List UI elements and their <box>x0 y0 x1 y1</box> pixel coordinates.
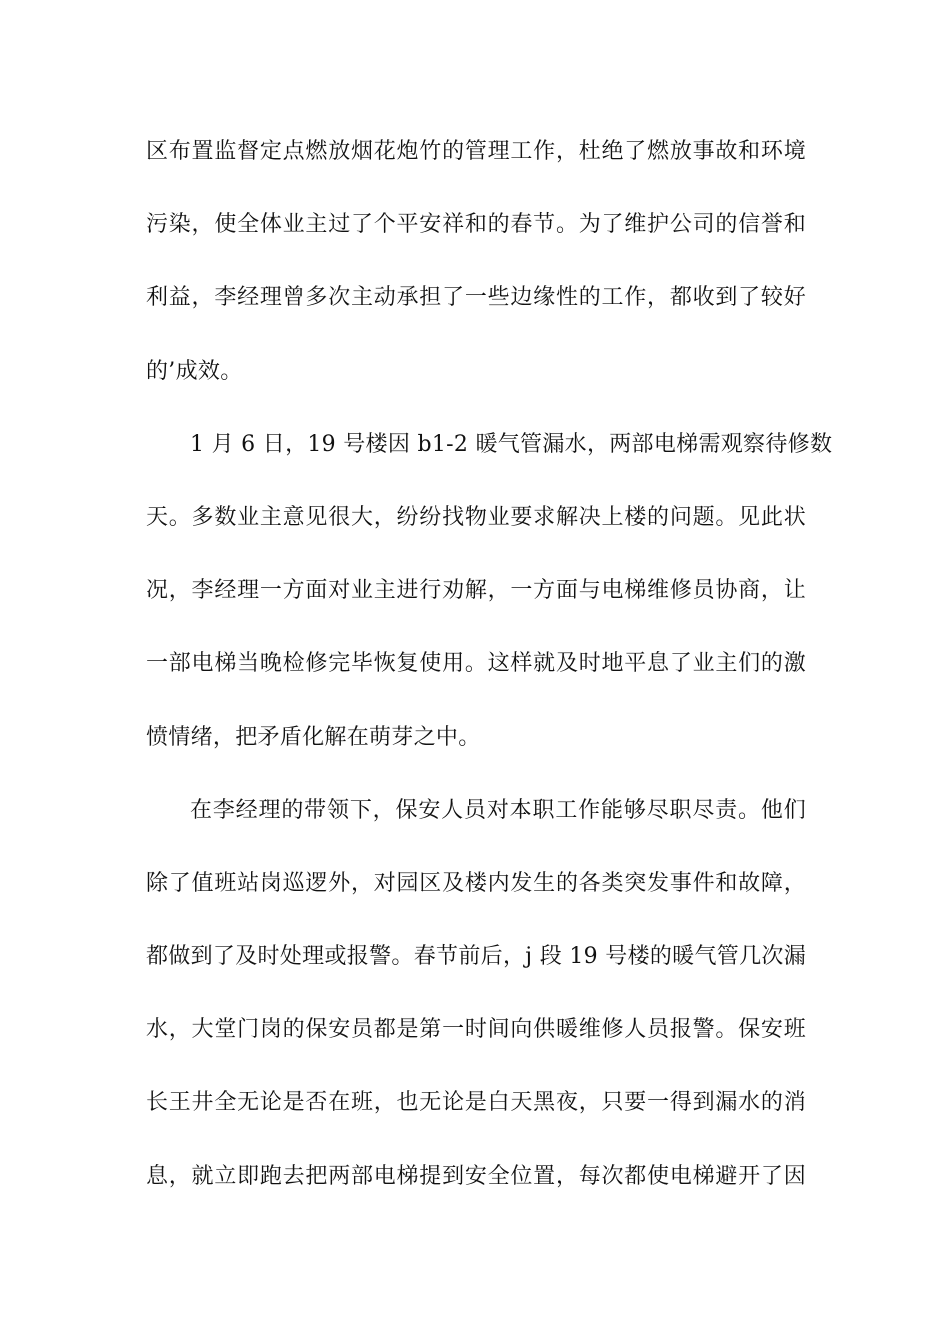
text-line: 1 月 6 日，19 号楼因 b1-2 暖气管漏水，两部电梯需观察待修数 <box>190 431 833 457</box>
text-line: 的’成效。 <box>146 358 243 384</box>
text-line: 在李经理的带领下，保安人员对本职工作能够尽职尽责。他们 <box>190 797 806 823</box>
text-line: 利益，李经理曾多次主动承担了一些边缘性的工作，都收到了较好 <box>146 285 806 311</box>
text-line: 愤情绪，把矛盾化解在萌芽之中。 <box>146 724 481 750</box>
text-line: 长王井全无论是否在班，也无论是白天黑夜，只要一得到漏水的消 <box>146 1090 806 1116</box>
text-line: 除了值班站岗巡逻外，对园区及楼内发生的各类突发事件和故障， <box>146 870 806 896</box>
text-line: 都做到了及时处理或报警。春节前后，j 段 19 号楼的暖气管几次漏 <box>146 944 806 970</box>
text-line: 息，就立即跑去把两部电梯提到安全位置，每次都使电梯避开了因 <box>146 1163 806 1189</box>
text-line: 况，李经理一方面对业主进行劝解，一方面与电梯维修员协商，让 <box>146 578 806 604</box>
text-line: 天。多数业主意见很大，纷纷找物业要求解决上楼的问题。见此状 <box>146 504 806 530</box>
text-line: 一部电梯当晚检修完毕恢复使用。这样就及时地平息了业主们的激 <box>146 651 806 677</box>
document-body <box>146 130 833 1228</box>
text-line: 水，大堂门岗的保安员都是第一时间向供暖维修人员报警。保安班 <box>146 1017 806 1043</box>
text-line: 污染，使全体业主过了个平安祥和的春节。为了维护公司的信誉和 <box>146 212 806 238</box>
text-line: 区布置监督定点燃放烟花炮竹的管理工作，杜绝了燃放事故和环境 <box>146 139 806 164</box>
